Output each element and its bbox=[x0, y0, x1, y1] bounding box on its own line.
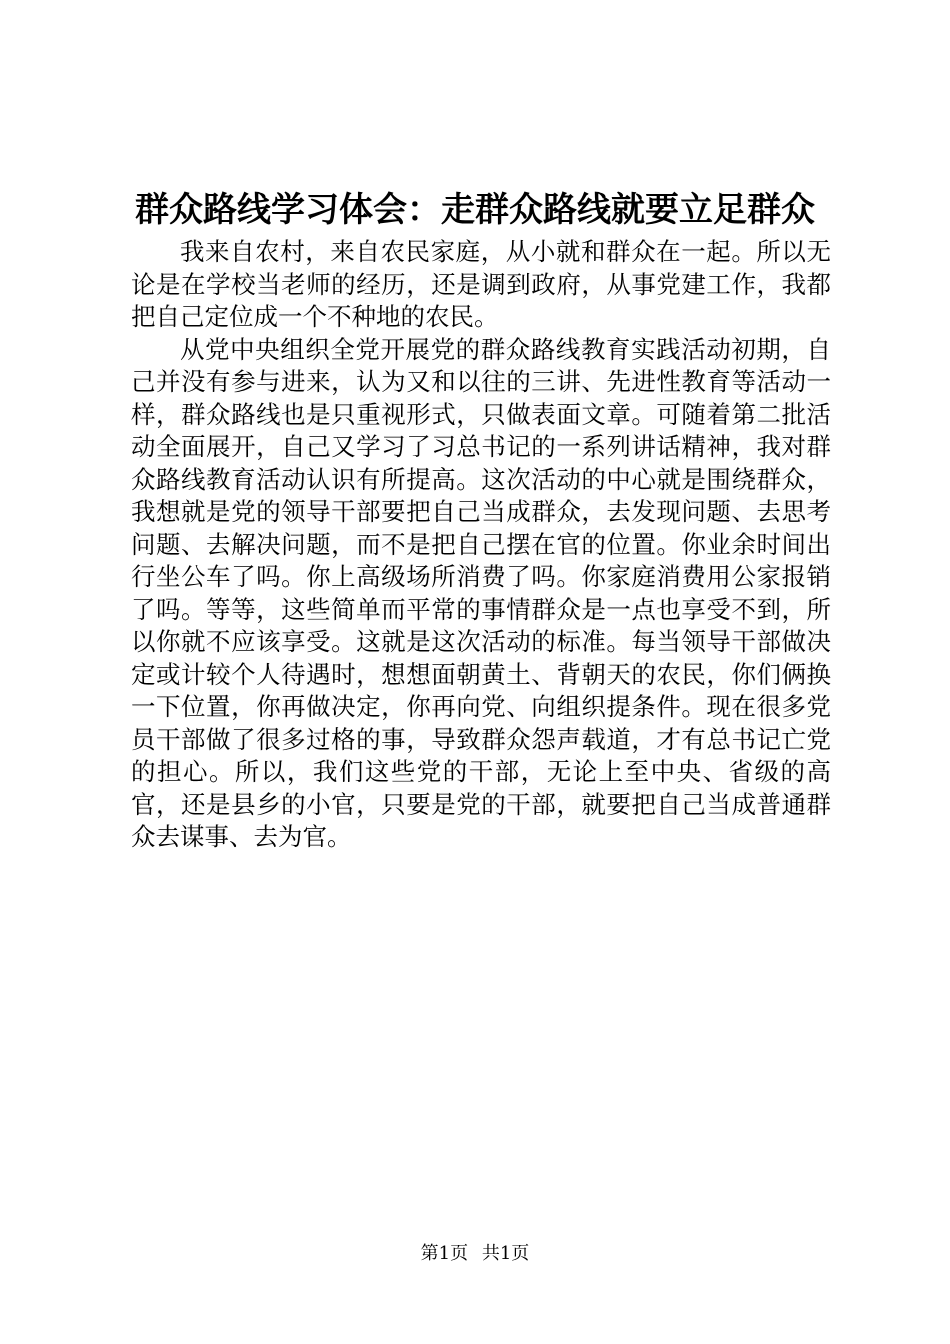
page-number-total: 共1页 bbox=[481, 1243, 530, 1264]
document-body bbox=[131, 236, 831, 854]
page-footer bbox=[0, 1242, 950, 1266]
paragraph-2: 从党中央组织全党开展党的群众路线教育实践活动初期，自己并没有参与进来，认为又和以往的三讲、先进性教育等活动一样，群众路线也是只重视形式，只做表面文章。可随着第二批活动全面展开，自己又学习了习总书记的一系列讲话精神，我对群众路线教育活动认识有所提高。这次活动的中心就是围绕群众，我想就是党的领导干部要把自己当成群众，去发现问题、去思考问题、去解决问题，而不是把自己摆在官的位置。你业余时间出行坐公车了吗。你上高级场所消费了吗。你家庭消费用公家报销了吗。等等，这些简单而平常的事情群众是一点也享受不到，所以你就不应该享受。这就是这次活动的标准。每当领导干部做决定或计较个人待遇时，想想面朝黄土、背朝天的农民，你们俩换一下位置，你再做决定，你再向党、向组织提条件。现在很多党员干部做了很多过格的事，导致群众怨声载道，才有总书记亡党的担心。所以，我们这些党的干部，无论上至中央、省级的高官，还是县乡的小官，只要是党的干部，就要把自己当成普通群众去谋事、去为官。 bbox=[131, 334, 831, 851]
document-title: 群众路线学习体会：走群众路线就要立足群众 bbox=[135, 190, 815, 230]
page-number-current: 第1页 bbox=[420, 1243, 469, 1264]
paragraph-1: 我来自农村，来自农民家庭，从小就和群众在一起。所以无论是在学校当老师的经历，还是调到政府，从事党建工作，我都把自己定位成一个不种地的农民。 bbox=[131, 237, 831, 331]
